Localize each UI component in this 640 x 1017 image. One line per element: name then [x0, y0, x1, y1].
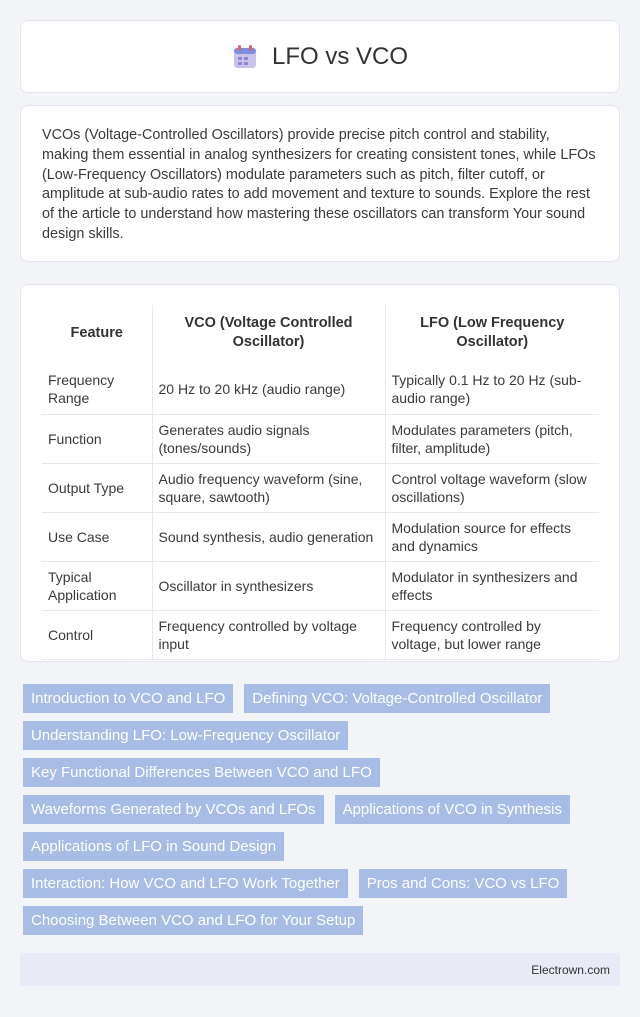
table-cell: Generates audio signals (tones/sounds)	[152, 414, 385, 463]
table-header-cell: VCO (Voltage Controlled Oscillator)	[152, 305, 385, 365]
tag-understanding-lfo[interactable]: Understanding LFO: Low-Frequency Oscillator	[23, 721, 348, 750]
table-header-row	[42, 305, 599, 365]
calendar-icon	[232, 44, 258, 70]
title-card	[20, 20, 620, 93]
table-cell: Typically 0.1 Hz to 20 Hz (sub-audio range)	[385, 365, 599, 414]
tag-pros-cons[interactable]: Pros and Cons: VCO vs LFO	[359, 869, 568, 898]
table-header-cell: Feature	[70, 324, 123, 341]
title-wrap	[232, 43, 408, 71]
table-cell: Modulation source for effects and dynamics	[385, 512, 599, 561]
table-cell: Frequency controlled by voltage input	[152, 610, 385, 659]
table-header-cell: LFO (Low Frequency Oscillator)	[385, 305, 599, 365]
table-cell: Modulates parameters (pitch, filter, amplitude)	[385, 414, 599, 463]
table-cell: Control voltage waveform (slow oscillations)	[385, 463, 599, 512]
table-row	[42, 463, 599, 512]
tag-lfo-applications[interactable]: Applications of LFO in Sound Design	[23, 832, 284, 861]
table-cell: Sound synthesis, audio generation	[152, 512, 385, 561]
table-row	[42, 610, 599, 659]
tag-choosing[interactable]: Choosing Between VCO and LFO for Your Setup	[23, 906, 363, 935]
tag-introduction[interactable]: Introduction to VCO and LFO	[23, 684, 233, 713]
tag-defining-vco[interactable]: Defining VCO: Voltage-Controlled Oscillator	[244, 684, 550, 713]
tag-waveforms[interactable]: Waveforms Generated by VCOs and LFOs	[23, 795, 324, 824]
table-cell: 20 Hz to 20 kHz (audio range)	[152, 365, 385, 414]
table-row	[42, 414, 599, 463]
topic-tags	[20, 684, 620, 935]
intro-card	[20, 105, 620, 262]
comparison-table-card	[20, 284, 620, 662]
table-cell: Typical Application	[42, 561, 152, 610]
table-cell: Oscillator in synthesizers	[152, 561, 385, 610]
tag-key-differences[interactable]: Key Functional Differences Between VCO and LFO	[23, 758, 380, 787]
table-row	[42, 512, 599, 561]
table-cell: Modulator in synthesizers and effects	[385, 561, 599, 610]
footer	[20, 953, 620, 986]
table-cell: Use Case	[42, 512, 152, 561]
table-cell: Control	[42, 610, 152, 659]
table-cell: Function	[42, 414, 152, 463]
table-row	[42, 365, 599, 414]
table-cell: Output Type	[42, 463, 152, 512]
tag-vco-applications[interactable]: Applications of VCO in Synthesis	[335, 795, 570, 824]
table-row	[42, 561, 599, 610]
comparison-table	[42, 305, 599, 660]
footer-site: Electrown.com	[531, 962, 610, 977]
tag-interaction[interactable]: Interaction: How VCO and LFO Work Together	[23, 869, 348, 898]
table-cell: Frequency controlled by voltage, but lower range	[385, 610, 599, 659]
intro-paragraph: VCOs (Voltage-Controlled Oscillators) provide precise pitch control and stability, making them essential in analog synthesizers for creating consistent tones, while LFOs (Low-Frequency Oscillators) modulate parameters such as pitch, filter cutoff, or amplitude at sub-audio rates to add movement and texture to sounds. Explore the rest of the article to understand how mastering these oscillators can transform Your sound design skills.	[42, 127, 596, 242]
table-cell: Audio frequency waveform (sine, square, sawtooth)	[152, 463, 385, 512]
table-cell: Frequency Range	[42, 365, 152, 414]
page-title: LFO vs VCO	[271, 42, 409, 70]
